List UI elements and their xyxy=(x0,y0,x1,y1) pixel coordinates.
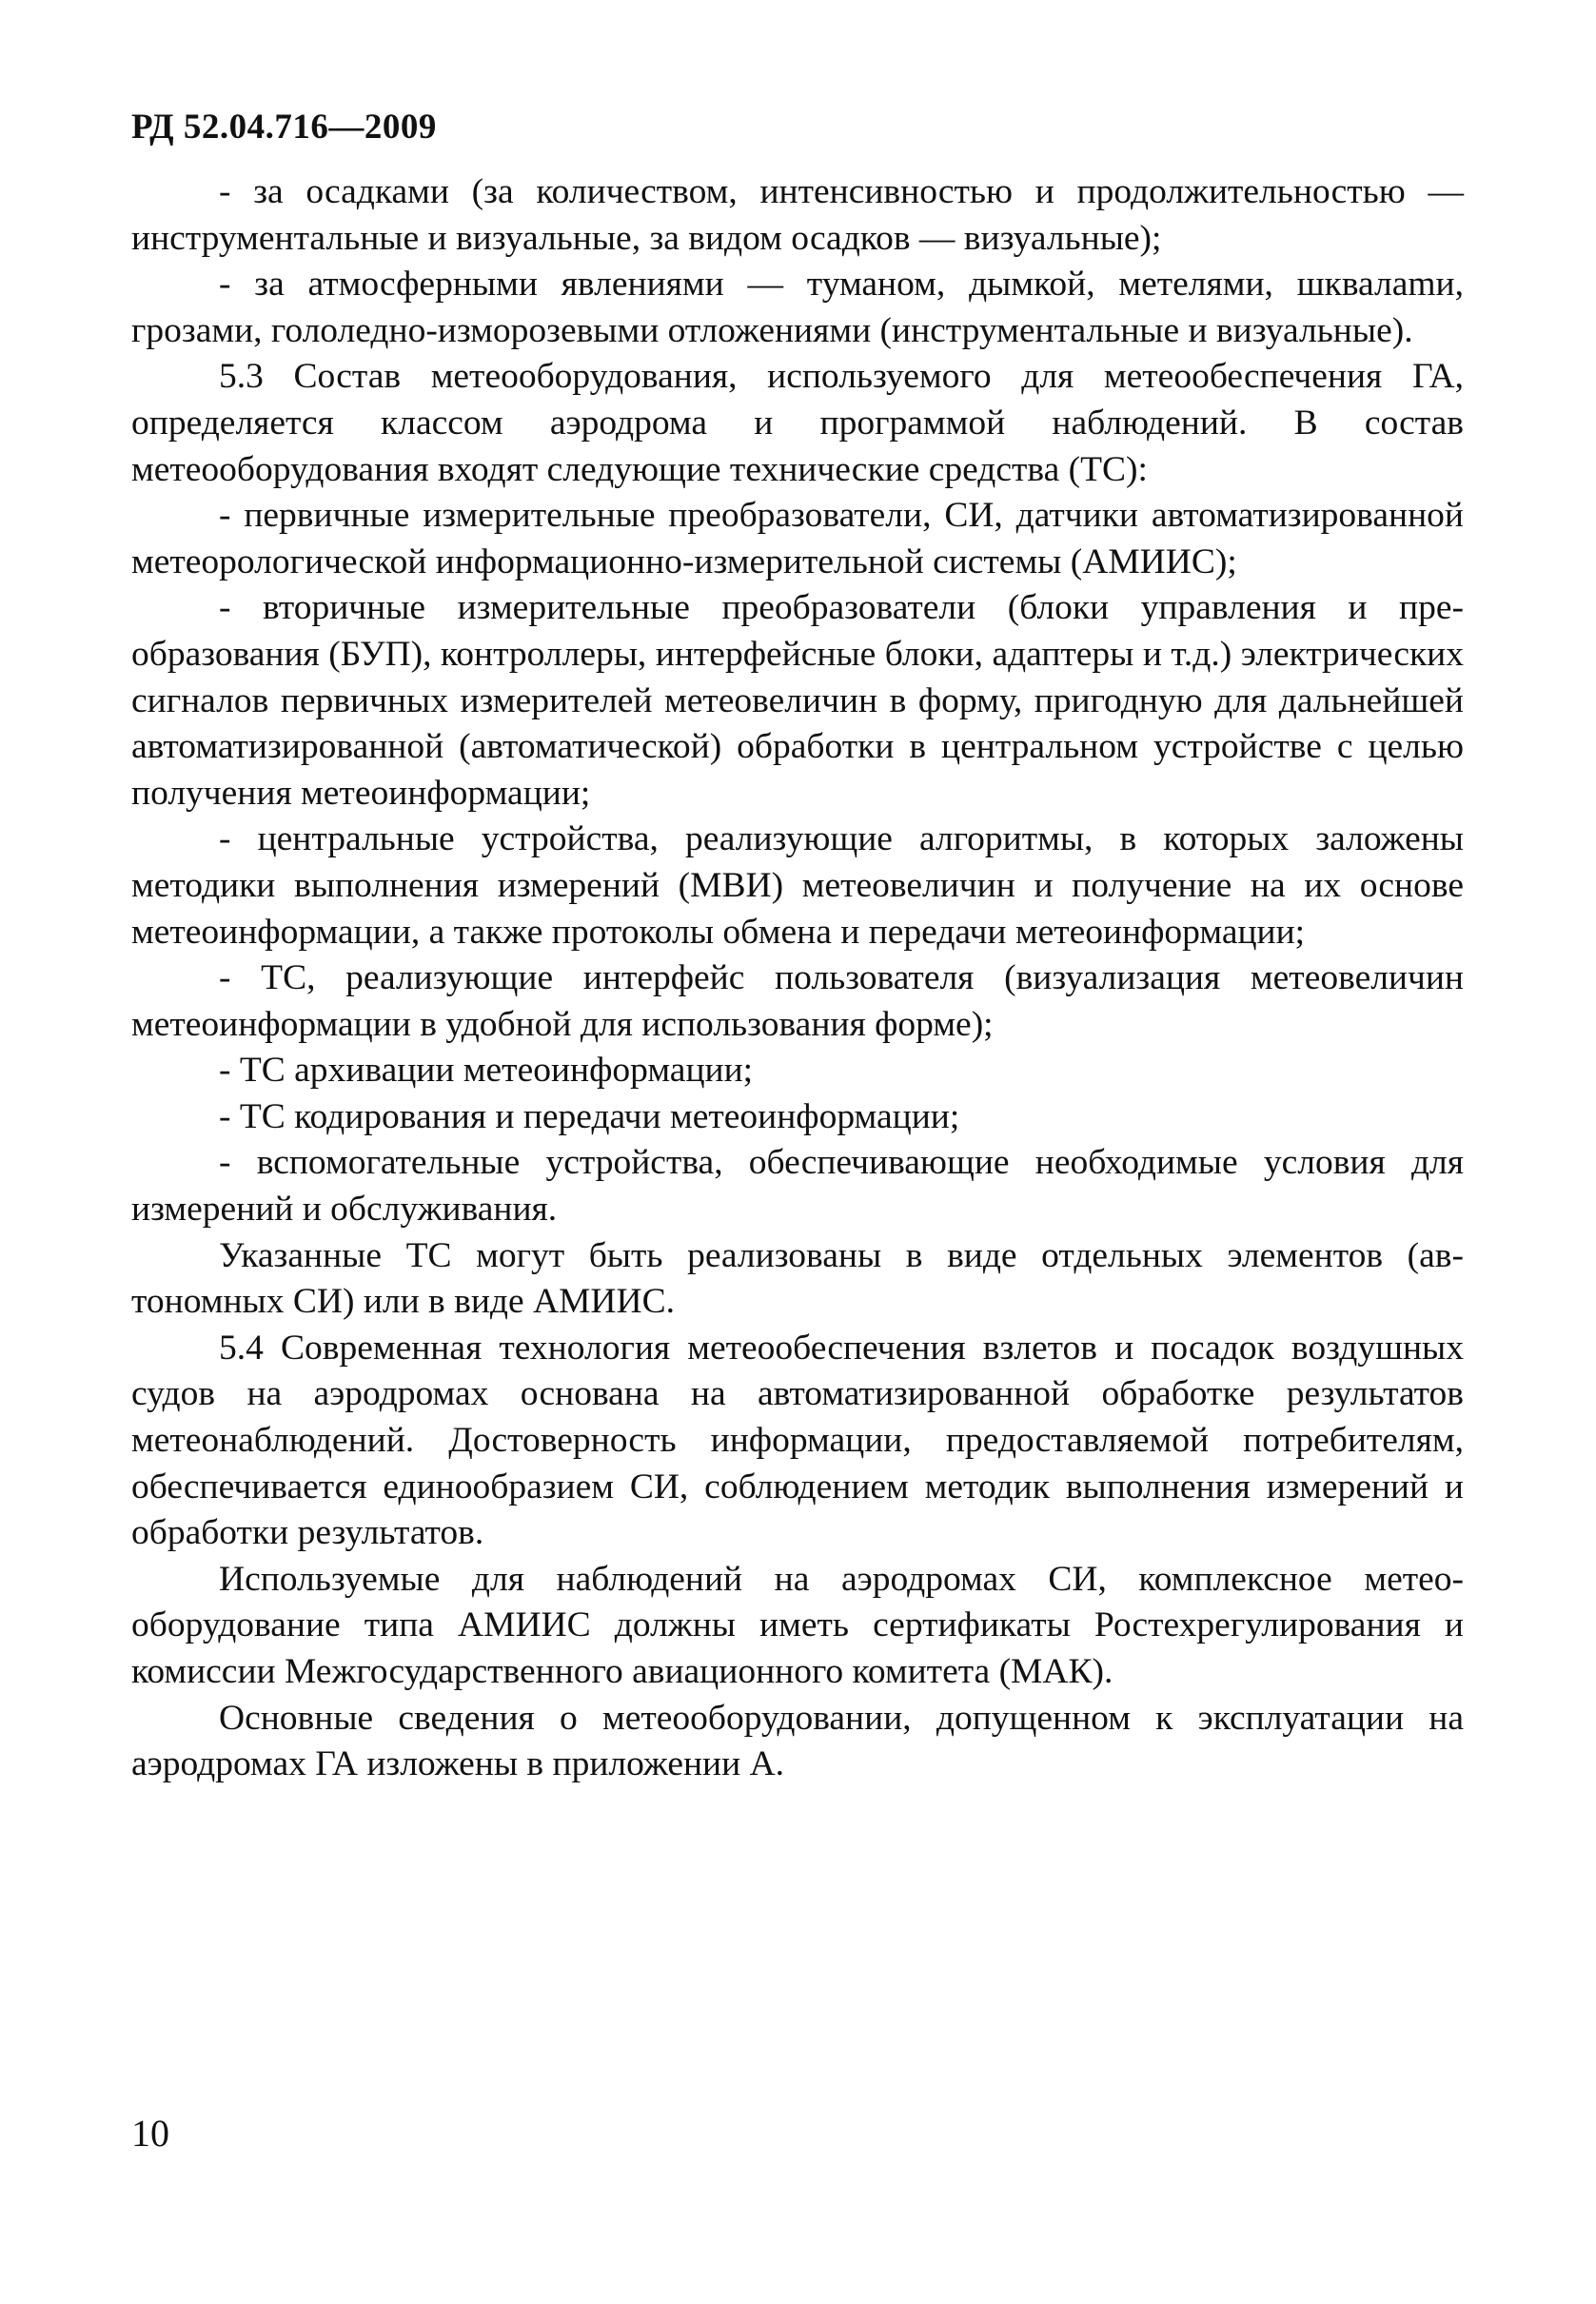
page-number: 10 xyxy=(131,2112,169,2155)
paragraph: - ТС архивации метеоинформации; xyxy=(219,1051,754,1091)
paragraph: - центральные устройства, реализующие алгоритмы, в которых заложены методики выполнения измерений (МВИ) метеовеличин и получение на их основе метеоинформации, а также протоколы обмена и передачи метеоинформации; xyxy=(131,819,1464,952)
paragraph: Указанные ТС могут быть реализованы в виде отдельных элементов (автономных СИ) или в виде АМИИС. xyxy=(131,1235,1464,1322)
paragraph: - вторичные измерительные преобразователи (блоки управления и преобразования (БУП), контроллеры, интерфейсные блоки, адаптеры и т.д.) электрических сигналов первичных измерителей метеовеличин в форму, пригодную для дальнейшей автоматизированной (автоматической) обработки в центральном устройстве с целью получения метеоинформации; xyxy=(131,588,1464,813)
paragraph: - первичные измерительные преобразователи, СИ, датчики автоматизированной метеорологической информационно-измерительной системы (АМИИС); xyxy=(131,496,1464,581)
document-body xyxy=(131,169,1464,1788)
paragraph: 5.4 Современная технология метеообеспечения взлетов и посадок воздушных судов на аэродромах основана на автоматизированной обработке результатов метеонаблюдений. Достоверность информации, предоставляемой потребителям, обеспечивается единообразием СИ, соблюдением методик выполнения измерений и обработки результатов. xyxy=(131,1328,1464,1553)
paragraph: - ТС кодирования и передачи метеоинформации; xyxy=(219,1096,960,1136)
paragraph: - за атмосферными явлениями — туманом, дымкой, метелями, шквалаmи, грозами, гололедно-изморозевыми отложениями (инструментальные и визуальные). xyxy=(131,265,1464,350)
paragraph: 5.3 Состав метеооборудования, используемого для метеообеспечения ГА, определяется классом аэродрома и программой наблюдений. В состав метеооборудования входят следующие технические средства (ТС): xyxy=(131,357,1464,489)
paragraph: Используемые для наблюдений на аэродромах СИ, комплексное метеооборудование типа АМИИС должны иметь сертификаты Ростехрегулирования и комиссии Межгосударственного авиационного комитета (МАК). xyxy=(131,1559,1464,1691)
paragraph: - ТС, реализующие интерфейс пользователя (визуализация метеовеличин метеоинформации в удобной для использования форме); xyxy=(131,958,1464,1044)
document-header: РД 52.04.716—2009 xyxy=(131,108,437,147)
paragraph: Основные сведения о метеооборудовании, допущенном к эксплуатации на аэродромах ГА изложены в приложении А. xyxy=(131,1698,1464,1784)
paragraph: - за осадками (за количеством, интенсивностью и продолжительностью — инструментальные и визуальные, за видом осадков — визуальные); xyxy=(131,172,1464,258)
paragraph: - вспомогательные устройства, обеспечивающие необходимые условия для измерений и обслуживания. xyxy=(131,1143,1464,1230)
